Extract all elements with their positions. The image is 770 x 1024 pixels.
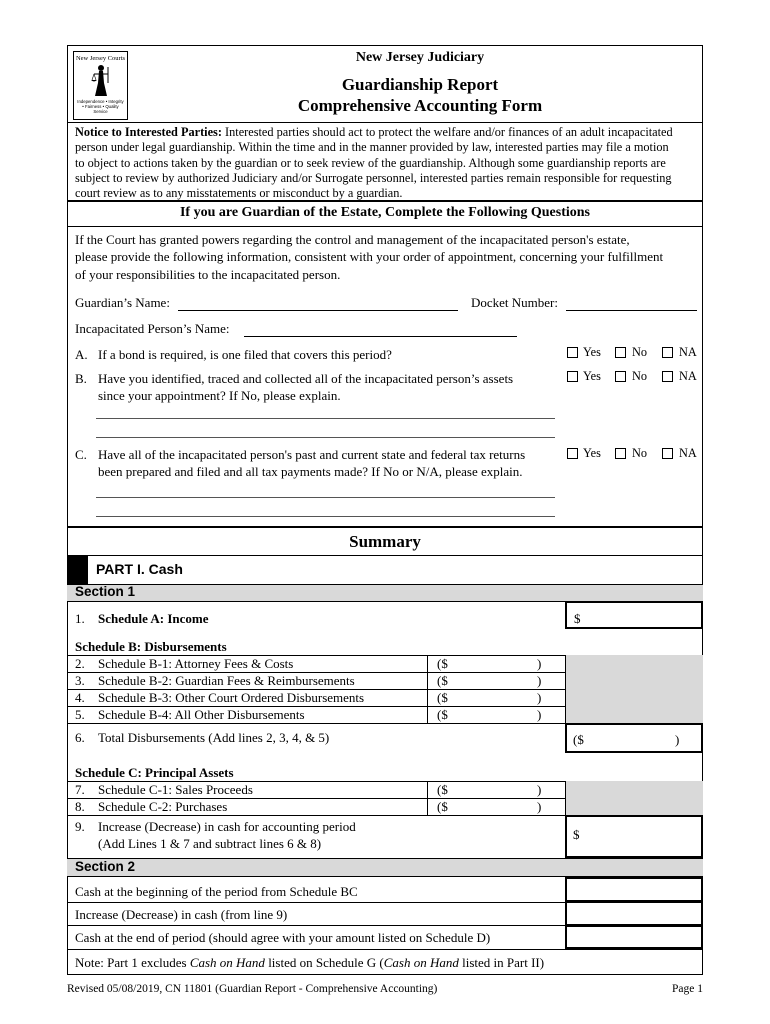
notice-line: Interested parties should act to protect the welfare and/or finances of an adult incapacitated: [225, 125, 673, 139]
line-4-amount-field[interactable]: [428, 690, 565, 706]
option-no: No: [632, 369, 648, 383]
notice-label: Notice to Interested Parties:: [75, 125, 222, 139]
section-2-title: Section 2: [75, 859, 136, 874]
paren-close: ): [537, 707, 542, 722]
question-c-no-checkbox[interactable]: [615, 448, 626, 459]
paren-close: ): [537, 656, 542, 671]
question-letter: C.: [75, 447, 87, 462]
option-yes: Yes: [583, 345, 601, 359]
line-label: Schedule A: Income: [98, 611, 209, 626]
schedule-b-row: [75, 690, 364, 706]
option-na: NA: [679, 345, 697, 359]
paren-open: ($: [437, 690, 448, 705]
schedule-b-shaded-area: [566, 655, 703, 723]
line-7-amount-field[interactable]: [428, 782, 565, 798]
agency-name: New Jersey Judiciary: [355, 50, 485, 65]
question-b-explain-line-1[interactable]: [96, 418, 555, 419]
line-8-amount-field[interactable]: [428, 799, 565, 815]
section-2-row: Cash at the beginning of the period from Schedule BC: [75, 884, 358, 899]
line-number: 9.: [75, 819, 85, 834]
line-label: Schedule B-2: Guardian Fees & Reimbursements: [98, 673, 355, 688]
question-b-explain-line-2[interactable]: [96, 437, 555, 438]
option-no: No: [632, 345, 648, 359]
paren-open: ($: [573, 732, 584, 747]
schedule-c-heading: Schedule C: Principal Assets: [75, 765, 234, 780]
question-a-no-checkbox[interactable]: [615, 347, 626, 358]
paren-close: ): [675, 732, 680, 747]
guardian-name-label: Guardian’s Name:: [75, 295, 170, 310]
option-no: No: [632, 446, 648, 460]
line-5-amount-field[interactable]: [428, 707, 565, 723]
question-text: If a bond is required, is one filed that covers this period?: [98, 347, 392, 362]
notice-paragraph: [75, 125, 700, 201]
question-text: been prepared and filed and all tax payments made? If No or N/A, please explain.: [98, 464, 523, 479]
line-label: Schedule C-1: Sales Proceeds: [98, 782, 253, 797]
court-logo: [73, 51, 128, 120]
question-a-yes-checkbox[interactable]: [567, 347, 578, 358]
line-label: Schedule B-1: Attorney Fees & Costs: [98, 656, 294, 671]
section-2-row: Cash at the end of period (should agree with your amount listed on Schedule D): [75, 930, 491, 945]
option-yes: Yes: [583, 446, 601, 460]
question-text: Have all of the incapacitated person's past and current state and federal tax returns: [98, 447, 526, 462]
paren-close: ): [537, 782, 542, 797]
schedule-c-shaded-area: [566, 781, 703, 817]
question-a: [75, 346, 392, 363]
schedule-b-row: [75, 707, 305, 723]
cash-beginning-amount-field[interactable]: [565, 877, 703, 902]
paren-close: ): [537, 673, 542, 688]
question-c-explain-line-1[interactable]: [96, 497, 555, 498]
paren-open: ($: [437, 782, 448, 797]
paren-close: ): [537, 799, 542, 814]
option-na: NA: [679, 446, 697, 460]
cash-end-amount-field[interactable]: [565, 925, 703, 949]
note-emphasis: Cash on Hand: [189, 955, 265, 970]
line-number: 5.: [75, 707, 85, 722]
line-9-amount-field[interactable]: [565, 815, 703, 858]
schedule-b-heading: Schedule B: Disbursements: [75, 639, 227, 654]
notice-line: subject to review by authorized Judiciary and/or Surrogate personnel, interested parties remain responsible for requesting: [75, 170, 672, 185]
line-label: Increase (Decrease) in cash for accounting period: [98, 819, 356, 834]
line-3-amount-field[interactable]: [428, 673, 565, 689]
question-a-na-checkbox[interactable]: [662, 347, 673, 358]
intro-line: of your responsibilities to the incapacitated person.: [75, 266, 341, 282]
line-number: 2.: [75, 656, 85, 671]
question-b-no-checkbox[interactable]: [615, 371, 626, 382]
paren-close: ): [537, 690, 542, 705]
summary-title: Summary: [349, 532, 421, 551]
estate-heading: If you are Guardian of the Estate, Complete the Following Questions: [179, 205, 590, 220]
notice-line: court review as to any misstatements or misconduct by a guardian.: [75, 186, 403, 201]
line-number: 7.: [75, 782, 85, 797]
schedule-b-row: [75, 656, 293, 672]
logo-tagline: Independence • Integrity • Fairness • Quality Service: [77, 99, 124, 114]
question-b: [75, 370, 513, 404]
question-letter: B.: [75, 371, 87, 386]
intro-line: please provide the following information, consistent with your order of appointment, concerning your fulfillment: [75, 249, 664, 265]
dollar-sign: $: [574, 611, 581, 626]
note-text: listed on Schedule G (: [264, 955, 384, 970]
lady-justice-icon: [86, 63, 116, 99]
line-label: (Add Lines 1 & 7 and subtract lines 6 & 8): [98, 836, 322, 851]
paren-open: ($: [437, 673, 448, 688]
guardian-name-field[interactable]: [178, 310, 458, 311]
line-1-amount-field[interactable]: [565, 601, 703, 629]
option-na: NA: [679, 369, 697, 383]
footer-revision: Revised 05/08/2019, CN 11801 (Guardian Report - Comprehensive Accounting): [67, 983, 438, 995]
line-9: [75, 818, 356, 852]
notice-line: to object to actions taken by the guardian or to seek review of the guardianship. Although some guardianship reports are: [75, 155, 666, 170]
docket-number-field[interactable]: [566, 310, 697, 311]
notice-line: person under legal guardianship. Within the time and in the manner provided by law, interested parties may file a motion: [75, 140, 669, 155]
question-text: since your appointment? If No, please explain.: [98, 388, 341, 403]
paren-open: ($: [437, 707, 448, 722]
ip-name-field[interactable]: [244, 336, 517, 337]
dollar-sign: $: [573, 827, 580, 842]
part-title: PART I. Cash: [96, 561, 183, 577]
line-number: 1.: [75, 611, 85, 626]
intro-line: If the Court has granted powers regarding the control and management of the incapacitated person's estate,: [75, 232, 630, 247]
note-emphasis: Cash on Hand: [383, 955, 459, 970]
schedule-b-row: [75, 673, 355, 689]
line-number: 3.: [75, 673, 85, 688]
question-c-explain-line-2[interactable]: [96, 516, 555, 517]
docket-number-label: Docket Number:: [471, 295, 559, 310]
line-label: Schedule C-2: Purchases: [98, 799, 228, 814]
line-label: Schedule B-3: Other Court Ordered Disbursements: [98, 690, 365, 705]
logo-title: New Jersey Courts: [75, 55, 126, 62]
note-text: listed in Part II): [458, 955, 545, 970]
form-subtitle: Comprehensive Accounting Form: [297, 96, 543, 115]
question-c-yes-checkbox[interactable]: [567, 448, 578, 459]
paren-open: ($: [437, 656, 448, 671]
question-b-na-checkbox[interactable]: [662, 371, 673, 382]
section-1-bar: [67, 585, 703, 601]
paren-open: ($: [437, 799, 448, 814]
line-label: Schedule B-4: All Other Disbursements: [98, 707, 305, 722]
line-6: [75, 730, 329, 746]
schedule-c-row: [75, 799, 227, 815]
line-6-amount-field[interactable]: [565, 723, 703, 753]
estate-intro: [75, 231, 703, 283]
line-label: Total Disbursements (Add lines 2, 3, 4, & 5): [98, 730, 330, 745]
form-title: Guardianship Report: [341, 75, 499, 94]
ip-name-label: Incapacitated Person’s Name:: [75, 321, 230, 336]
section-2-bar: [67, 859, 703, 876]
question-b-yes-checkbox[interactable]: [567, 371, 578, 382]
section-2-row: Increase (Decrease) in cash (from line 9): [75, 907, 288, 922]
page-number: Page 1: [672, 983, 703, 995]
option-yes: Yes: [583, 369, 601, 383]
note-text: Note: Part 1 excludes: [75, 955, 190, 970]
question-c-na-checkbox[interactable]: [662, 448, 673, 459]
cash-change-amount-field[interactable]: [565, 901, 703, 926]
line-number: 4.: [75, 690, 85, 705]
part-1-note: [75, 955, 544, 971]
question-text: Have you identified, traced and collected all of the incapacitated person’s assets: [98, 371, 514, 386]
line-number: 8.: [75, 799, 85, 814]
question-letter: A.: [75, 347, 88, 362]
section-1-title: Section 1: [75, 584, 136, 599]
question-c: [75, 446, 525, 480]
line-1: [75, 611, 209, 627]
line-2-amount-field[interactable]: [428, 656, 565, 672]
schedule-c-row: [75, 782, 253, 798]
line-number: 6.: [75, 730, 85, 745]
part-marker: [67, 555, 88, 584]
